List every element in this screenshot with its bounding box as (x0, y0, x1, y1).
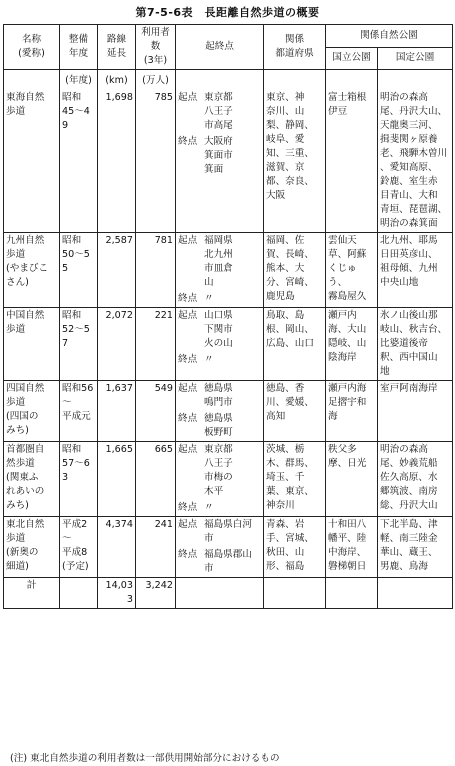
trail-prefectures: 青森、岩 手、宮城、 秋田、山 形、福島 (264, 517, 326, 578)
total-length: 14,033 (98, 578, 136, 609)
trail-national-parks: 十和田八 幡平、陸 中海岸、 磐梯朝日 (326, 517, 378, 578)
trail-users: 785 (136, 90, 176, 233)
start-point: 山口県 下関市 火の山 (204, 310, 233, 349)
trail-period: 昭和 52～57 (60, 308, 98, 381)
trail-name: 九州自然 歩道 (やまびこさん) (4, 233, 60, 308)
table-row (4, 308, 453, 381)
trail-period: 昭和 45～49 (60, 90, 98, 233)
trail-quasi-national-parks: 室戸阿南海岸 (378, 381, 453, 442)
trail-endpoints (176, 381, 264, 442)
trail-name: 四国自然 歩道 (四国の みち) (4, 381, 60, 442)
trail-prefectures: 徳島、香 川、愛媛、 高知 (264, 381, 326, 442)
trail-endpoints (176, 90, 264, 233)
header-period: 整備 年度 (60, 25, 98, 70)
trail-national-parks: 瀬戸内海 足摺宇和 海 (326, 381, 378, 442)
start-label: 起点 (178, 519, 198, 530)
trail-name: 東海自然 歩道 (4, 90, 60, 233)
end-point: 福島県郡山市 (204, 549, 252, 574)
start-label: 起点 (178, 383, 198, 394)
trail-length: 4,374 (98, 517, 136, 578)
trail-endpoints (176, 442, 264, 517)
trail-prefectures: 鳥取、島 根、岡山、 広島、山口 (264, 308, 326, 381)
end-label: 終点 (178, 136, 198, 147)
trail-national-parks: 瀬戸内 海、大山 隠岐、山 陰海岸 (326, 308, 378, 381)
table-row (4, 233, 453, 308)
start-point: 徳島県 鳴門市 (204, 383, 233, 408)
trail-length: 2,072 (98, 308, 136, 381)
trail-users: 221 (136, 308, 176, 381)
trail-period: 平成2 ～ 平成8 (予定) (60, 517, 98, 578)
table-row (4, 517, 453, 578)
trail-users: 241 (136, 517, 176, 578)
start-point: 東京都 八王子 市高尾 (204, 92, 233, 131)
trail-quasi-national-parks: 氷ノ山後山那 岐山、秋吉台、 比婆道後帝 釈、西中国山 地 (378, 308, 453, 381)
trail-endpoints (176, 308, 264, 381)
trail-period: 昭和 57～63 (60, 442, 98, 517)
unit-users: (万人) (136, 70, 176, 91)
trail-name: 中国自然 歩道 (4, 308, 60, 381)
trail-length: 1,698 (98, 90, 136, 233)
end-point: 〃 (204, 354, 214, 365)
trail-users: 665 (136, 442, 176, 517)
trail-users: 549 (136, 381, 176, 442)
trail-length: 1,665 (98, 442, 136, 517)
end-label: 終点 (178, 354, 198, 365)
trail-name: 首都圏自 然歩道 (関東ふ れあいの みち) (4, 442, 60, 517)
trail-length: 2,587 (98, 233, 136, 308)
trail-prefectures: 福岡、佐 賀、長崎、 熊本、大 分、宮崎、 鹿児島 (264, 233, 326, 308)
trail-period: 昭和56 ～ 平成元 (60, 381, 98, 442)
header-quasi-national-park: 国定公園 (378, 47, 453, 70)
start-point: 東京都 八王子 市梅の 木平 (204, 444, 233, 497)
unit-period: (年度) (60, 70, 98, 91)
end-label: 終点 (178, 549, 198, 560)
table-row (4, 90, 453, 233)
trail-name: 東北自然 歩道 (新奥の 細道) (4, 517, 60, 578)
header-national-park: 国立公園 (326, 47, 378, 70)
start-label: 起点 (178, 92, 198, 103)
trail-quasi-national-parks: 北九州、耶馬 日田英彦山、 祖母傾、九州 中央山地 (378, 233, 453, 308)
trail-period: 昭和 50～55 (60, 233, 98, 308)
table-row (4, 381, 453, 442)
trail-quasi-national-parks: 明治の森高 尾、丹沢大山、 天龍奥三河、 揖斐関ヶ原養 老、飛騨木曽川 、愛知高原、 鈴鹿、室生赤 目青山、大和 青垣、琵琶湖、 明治の森箕面 (378, 90, 453, 233)
header-length: 路線 延長 (98, 25, 136, 70)
total-label: 計 (4, 578, 60, 609)
start-point: 福岡県 北九州 市皿倉 山 (204, 235, 233, 288)
total-users: 3,242 (136, 578, 176, 609)
unit-length: (km) (98, 70, 136, 91)
end-label: 終点 (178, 413, 198, 424)
header-endpoints: 起終点 (176, 25, 264, 70)
trail-users: 781 (136, 233, 176, 308)
start-label: 起点 (178, 444, 198, 455)
unit-row (4, 70, 453, 91)
trail-quasi-national-parks: 明治の森高 尾、妙義荒船 佐久高原、水 郷筑波、南房 総、丹沢大山 (378, 442, 453, 517)
trail-prefectures: 茨城、栃 木、群馬、 埼玉、千 葉、東京、 神奈川 (264, 442, 326, 517)
trail-length: 1,637 (98, 381, 136, 442)
end-point: 大阪府 箕面市 箕面 (204, 136, 233, 175)
start-label: 起点 (178, 310, 198, 321)
end-point: 徳島県 板野町 (204, 413, 233, 438)
start-label: 起点 (178, 235, 198, 246)
trail-national-parks: 雲仙天 草、阿蘇 くじゅう、 霧島屋久 (326, 233, 378, 308)
start-point: 福島県白河市 (204, 519, 252, 544)
header-name: 名称 (愛称) (4, 25, 60, 70)
table-row (4, 442, 453, 517)
footnote: (注) 東北自然歩道の利用者数は一部供用開始部分におけるもの (10, 753, 280, 764)
trail-national-parks: 富士箱根 伊豆 (326, 90, 378, 233)
trail-prefectures: 東京、神 奈川、山 梨、静岡、 岐阜、愛 知、三重、 滋賀、京 都、奈良、 大阪 (264, 90, 326, 233)
end-label: 終点 (178, 502, 198, 513)
trail-endpoints (176, 517, 264, 578)
end-label: 終点 (178, 293, 198, 304)
table-title: 第7-5-6表 長距離自然歩道の概要 (135, 6, 320, 19)
total-row (4, 578, 453, 609)
trail-national-parks: 秩父多 摩、日光 (326, 442, 378, 517)
header-parks: 関係自然公園 (326, 25, 453, 48)
trail-quasi-national-parks: 下北半島、津 軽、南三陸金 華山、蔵王、 男鹿、鳥海 (378, 517, 453, 578)
trail-endpoints (176, 233, 264, 308)
nature-trail-table (3, 24, 453, 609)
header-users: 利用者数 (3年) (136, 25, 176, 70)
header-prefectures: 関係 都道府県 (264, 25, 326, 70)
end-point: 〃 (204, 293, 214, 304)
end-point: 〃 (204, 502, 214, 513)
